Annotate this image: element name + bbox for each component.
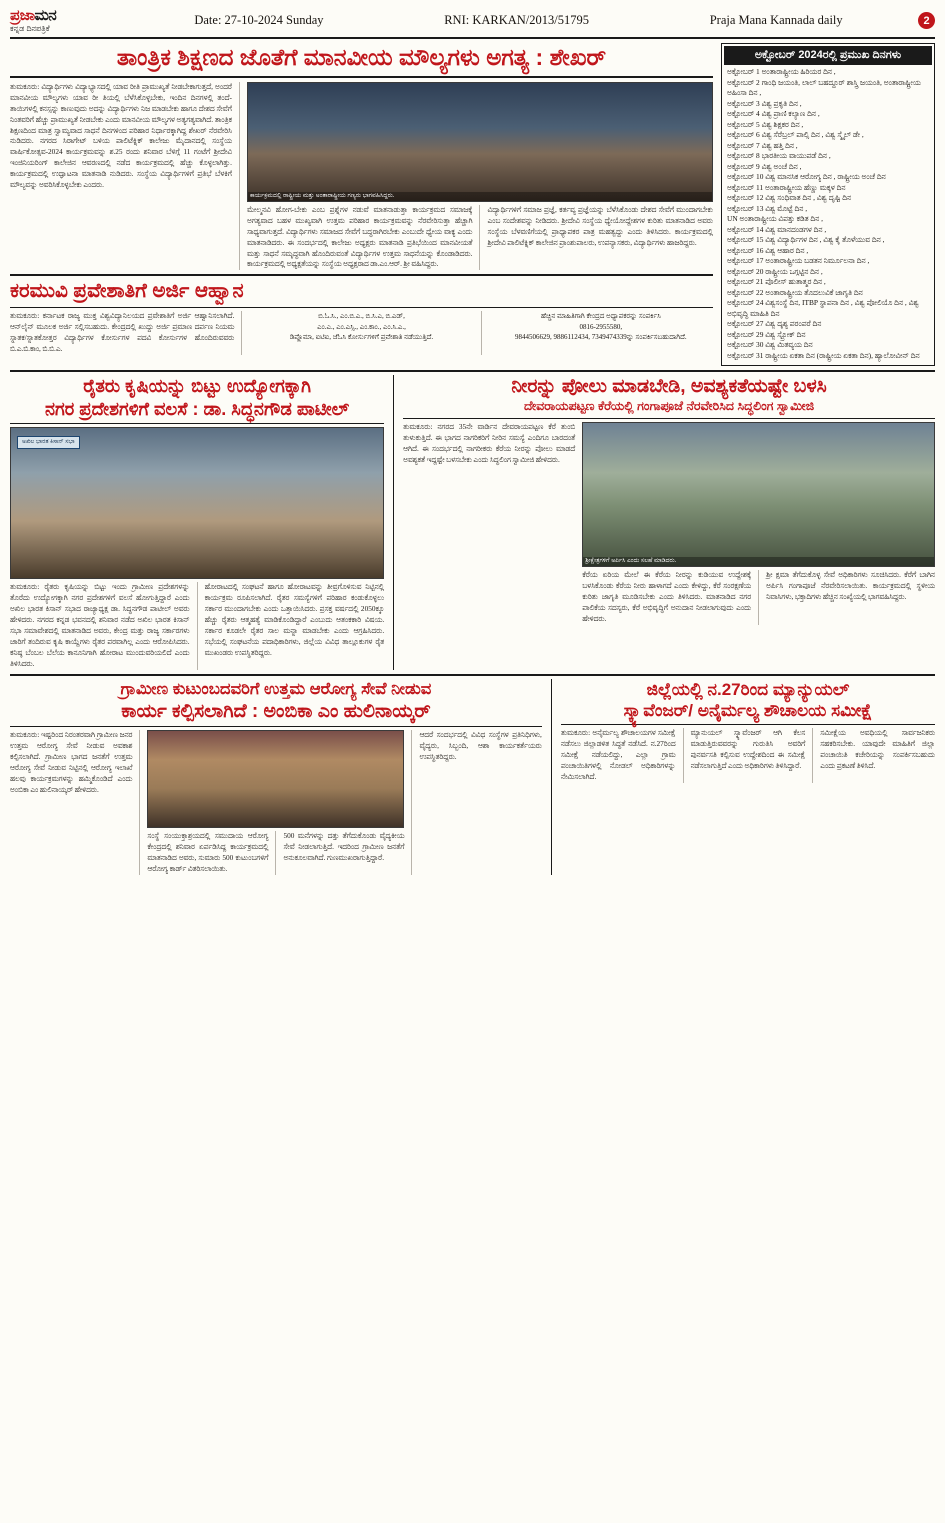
lead-col-2 — [247, 82, 713, 271]
list-item: ಅಕ್ಟೋಬರ್ 31 ರಾಷ್ಟ್ರೀಯ ಏಕತಾ ದಿನ (ರಾಷ್ಟ್ರೀಯ ಏಕತಾ ದಿನ), ಹ್ಯಾಲೋವೀನ್ ದಿನ — [727, 350, 920, 360]
list-item: ಅಕ್ಟೋಬರ್ 22 ಅಂತಾರಾಷ್ಟ್ರೀಯ ತೊದಲುವಿಕೆ ಜಾಗೃತಿ ದಿನ — [727, 287, 863, 297]
important-days-list — [724, 65, 932, 363]
logo-text-red: ಪ್ರಜಾ — [10, 7, 35, 24]
list-item: ಅಕ್ಟೋಬರ್ 5 ವಿಶ್ವ ಶಿಕ್ಷಕರ ದಿನ , — [727, 119, 804, 129]
health-col-1-text: ತುಮಕೂರು: ಇಷ್ಟರಿಂದ ನಿರಂತರವಾಗಿ ಗ್ರಾಮೀಣ ಜನರ ಉತ್ತಮ ಆರೋಗ್ಯ ಸೇವೆ ನೀಡುವ ಅವಕಾಶ ಕಲ್ಪಿಸಲಾಗಿದೆ. ಗ್ರಾಮೀಣ ಭಾಗದ ಜನತೆಗೆ ಉತ್ತಮ ಆರೋಗ್ಯ ಸೇವೆ ನೀಡುವ ನಿಟ್ಟಿನಲ್ಲಿ ಆರೋಗ್ಯ ಇಲಾಖೆ ಹಲವು ಕಾರ್ಯಕ್ರಮಗಳನ್ನು ಹಮ್ಮಿಕೊಂಡಿದೆ ಎಂದು ಅಂಬಿಕಾ ಎಂ ಹುಲಿನಾಯ್ಕರ್ ಹೇಳಿದರು. — [10, 730, 133, 794]
survey-article — [561, 679, 935, 875]
farmers-columns — [10, 582, 384, 670]
issue-date: Date: 27-10-2024 Sunday — [194, 13, 324, 27]
logo-subtitle: ಕನ್ನಡ ದಿನಪತ್ರಿಕೆ — [10, 24, 50, 33]
survey-columns — [561, 728, 935, 783]
farmers-col-2-text: ಹೋರಾಟದಲ್ಲಿ ಸಂಘಟನೆ ಹಾಗೂ ಹೋರಾಟವನ್ನು ತೀವ್ರಗೊಳಿಸುವ ನಿಟ್ಟಿನಲ್ಲಿ ಕಾರ್ಯಕ್ರಮ ರೂಪಿಸಲಾಗಿದೆ. ರೈತರ ಸಮಸ್ಯೆಗಳಿಗೆ ಪರಿಹಾರ ಕಂಡುಕೊಳ್ಳಲು ಸರ್ಕಾರ ಮುಂದಾಗಬೇಕು ಎಂದು ಒತ್ತಾಯಿಸಿದರು. ಪ್ರಸಕ್ತ ವರ್ಷದಲ್ಲಿ 2050ಕ್ಕೂ ಹೆಚ್ಚು ರೈತರು ಆತ್ಮಹತ್ಯೆ ಮಾಡಿಕೊಂಡಿದ್ದಾರೆ ಎಂಬುದು ಆತಂಕಕಾರಿ ವಿಷಯ. ಸರ್ಕಾರ ಕೂಡಲೇ ರೈತರ ಸಾಲ ಮನ್ನಾ ಮಾಡಬೇಕು ಎಂದು ಆಗ್ರಹಿಸಿದರು. ಸಭೆಯಲ್ಲಿ ಸಂಘಟನೆಯ ಪದಾಧಿಕಾರಿಗಳು, ಜಿಲ್ಲೆಯ ವಿವಿಧ ತಾಲ್ಲೂಕುಗಳ ರೈತ ಮುಖಂಡರು ಉಪಸ್ಥಿತರಿದ್ದರು. — [204, 582, 385, 658]
health-headline-line2: ಕಾರ್ಯ ಕಲ್ಪಿಸಲಾಗಿದೆ : ಅಂಬಿಕಾ ಎಂ ಹುಲಿನಾಯ್ಕರ್ — [10, 700, 542, 728]
admission-contact-head: ಹೆಚ್ಚಿನ ಮಾಹಿತಿಗಾಗಿ ಕೇಂದ್ರದ ಅಧ್ಯಾಪಕರನ್ನು ಸಂಪರ್ಕಿಸಿ — [540, 312, 661, 321]
column-divider — [479, 205, 480, 271]
health-photo — [147, 730, 404, 828]
lead-col-3-text: ವಿದ್ಯಾರ್ಥಿಗಳಿಗೆ ಸಮಾಜ ಪ್ರಜ್ಞೆ, ಕರ್ತವ್ಯ ಪ್ರಜ್ಞೆಯನ್ನು ಬೆಳೆಸಿಕೊಂಡು ದೇಶದ ಸೇವೆಗೆ ಮುಂದಾಗಬೇಕು ಎಂಬ ಸಂದೇಶವನ್ನು ನೀಡಿದರು. ಶ್ರೀದೇವಿ ಸಂಸ್ಥೆಯ ಧ್ಯೇಯೋದ್ದೇಶಗಳ ಕುರಿತು ಮಾತನಾಡಿದ ಅವರು ಸಂಸ್ಥೆಯ ಬೆಳವಣಿಗೆಯಲ್ಲಿ ಪ್ರಾಧ್ಯಾಪಕರ ಪಾತ್ರ ಮಹತ್ವದ್ದು ಎಂದು ತಿಳಿಸಿದರು. ಕಾರ್ಯಕ್ರಮದಲ್ಲಿ ಶ್ರೀದೇವಿ ಪಾಲಿಟೆಕ್ನಿಕ್ ಕಾಲೇಜಿನ ಪ್ರಾಂಶುಪಾಲರು, ಉಪನ್ಯಾಸಕರು, ವಿದ್ಯಾರ್ಥಿಗಳು ಹಾಜರಿದ್ದರು. — [487, 204, 713, 247]
list-item: ಅಕ್ಟೋಬರ್ 4 ವಿಶ್ವ ಪ್ರಾಣಿ ಕಲ್ಯಾಣ ದಿನ , — [727, 109, 820, 119]
admission-contact-line3: ಡಿಪ್ಲೊಮಾ, ಐಟಿಐ, ಜೆಓಸಿ ಕೋರ್ಸುಗಳಿಗೆ ಪ್ರವೇಶಾತಿ ನಡೆಯುತ್ತಿದೆ. — [289, 332, 434, 341]
list-item: ಅಕ್ಟೋಬರ್ 1 ಅಂತಾರಾಷ್ಟ್ರೀಯ ಹಿರಿಯರ ದಿನ , — [727, 67, 836, 76]
survey-col-2-text: ಮ್ಯಾನುಯಲ್ ಸ್ಕ್ಯಾವೆಂಜರ್ ಆಗಿ ಕೆಲಸ ಮಾಡುತ್ತಿರುವವರನ್ನು ಗುರುತಿಸಿ ಅವರಿಗೆ ಪುನರ್ವಸತಿ ಕಲ್ಪಿಸುವ ಉದ್ದೇಶದಿಂದ ಈ ಸಮೀಕ್ಷೆ ನಡೆಸಲಾಗುತ್ತಿದೆ ಎಂದು ಅಧಿಕಾರಿಗಳು ತಿಳಿಸಿದ್ದಾರೆ. — [690, 728, 806, 771]
column-divider — [812, 728, 813, 783]
important-days-title: ಅಕ್ಟೋಬರ್ 2024ರಲ್ಲಿ ಪ್ರಮುಖ ದಿನಗಳು — [724, 46, 932, 65]
vertical-divider — [393, 375, 394, 670]
survey-col-3-text: ಸಮೀಕ್ಷೆಯ ಅವಧಿಯಲ್ಲಿ ಸಾರ್ವಜನಿಕರು ಸಹಕರಿಸಬೇಕು. ಯಾವುದೇ ಮಾಹಿತಿಗೆ ಜಿಲ್ಲಾ ಪಂಚಾಯಿತಿ ಕಚೇರಿಯನ್ನು ಸಂಪರ್ಕಿಸಬಹುದು ಎಂದು ಪ್ರಕಟಣೆ ತಿಳಿಸಿದೆ. — [820, 728, 936, 771]
admission-contact-line1: ಬಿ.ಓ.ಸಿ., ಎಂ.ಬಿ.ಎ., ಬಿ.ಸಿ.ಎ, ಬಿ.ಎಡ್, — [318, 312, 405, 321]
lead-col-1-text: ತುಮಕೂರು: ವಿದ್ಯಾರ್ಥಿಗಳು ವಿದ್ಯಾಭ್ಯಾಸದಲ್ಲಿ ಯಾವ ರೀತಿ ಪ್ರಾಮುಖ್ಯತೆ ನೀಡಬೇಕಾಗುತ್ತದೆ, ಅಂದರೆ ಮಾನವೀಯ ಮೌಲ್ಯಗಳು ಯಾವ ರೀ ತಿಯಲ್ಲಿ ಬೆಳೆಸಿಕೊಳ್ಳಬೇಕು, ಇಂದಿನ ದಿನಗಳಲ್ಲಿ ತಂದೆ- ತಾಯಿಗಳಲ್ಲಿ ಕನಸ್ಸನ್ನು ಕಾಣುವುದು ಅದನ್ನು ವಿದ್ಯಾರ್ಥಿಗಳು ನಿಜ ಮಾಡಬೇಕು ಹಾಗೂ ದೇಶದ ಸೇವೆಗೆ ನಿಂತವರಿಗೆ ಹೆಚ್ಚು ಪ್ರಾಮುಖ್ಯತೆ ನೀಡಬೇಕು ಎಂದು ಮಾನವೀಯ ಮೌಲ್ಯಗಳ ಅತ್ಯಗತ್ಯವಾಗಿದೆ. ತಾಂತ್ರಿಕ ಶಿಕ್ಷಣದಿಂದ ಮಾತ್ರ ಸ್ವಾಮ್ಯವಾದ ಸಾಧನೆ ದಿನಗಳಿಂದ ಪರಿಹಾರ ನಿರ್ಧಾರಕ್ಕಾಗಿದ್ದ ಶೇಖರ್ ನೆರವೇರಿಸಿ ನುಡಿದರು. ನಗರದ ಸಿರಾಗೇಟ್ ಬಳಿಯ ಪಾಲಿಟೆಕ್ನಿಕ್ ಕಾಲೇಜು ಮೈದಾನದಲ್ಲಿ ಸಂಸ್ಥೆಯ ವಾರ್ಷಿಕೋತ್ಸವ-2024 ಕಾರ್ಯಕ್ರಮವನ್ನು ಶ.25 ರಂದು ಶನಿವಾರ ಬೆಳಿಗ್ಗೆ 11 ಗಂಟೆಗೆ ಶ್ರೀದೇವಿ ಇಂಜಿನಿಯರಿಂಗ್ ಕಾಲೇಜಿನ ಆವರಣದಲ್ಲಿ ನಡೆದ ಕಾರ್ಯಕ್ರಮದಲ್ಲಿ ಹೆಚ್ಚು ಕೊಳ್ಳಲಾಗಿತ್ತು. ಕಾರ್ಯಕ್ರಮದಲ್ಲಿ ಉದ್ಘಾಟನಾ ಮಾತನಾಡಿ ನುಡಿದರು. ಸಂಸ್ಥೆಯ ವಿದ್ಯಾರ್ಥಿಗಳಿಗೆ ಪ್ರತಿಭೆ ಬೆಳಕಿಗೆ ಮೌಲ್ಯವನ್ನು ಅವರಿಸಿಕೊಳ್ಳಬೇಕು ಎಂದರು. — [10, 81, 232, 190]
farmers-headline-line2: ನಗರ ಪ್ರದೇಶಗಳಿಗೆ ವಲಸೆ : ಡಾ. ಸಿದ್ಧನಗೌಡ ಪಾಟೀಲ್ — [10, 398, 384, 425]
list-item: ಅಕ್ಟೋಬರ್ 17 ಅಂತಾರಾಷ್ಟ್ರೀಯ ಬಡತನ ನಿರ್ಮೂಲನಾ ದಿನ , — [727, 256, 870, 266]
lead-headline: ತಾಂತ್ರಿಕ ಶಿಕ್ಷಣದ ಜೊತೆಗೆ ಮಾನವೀಯ ಮೌಲ್ಯಗಳು ಅಗತ್ಯ : ಶೇಖರ್ — [10, 43, 713, 78]
water-headline-line1: ನೀರನ್ನು ಪೋಲು ಮಾಡಬೇಡಿ, ಅವಶ್ಯಕತೆಯಷ್ಟೇ ಬಳಸಿ — [511, 376, 827, 398]
water-headline-line2: ದೇವರಾಯಪಟ್ಟಣ ಕೆರೆಯಲ್ಲಿ ಗಂಗಾಪೂಜೆ ನೆರವೇರಿಸಿದ ಸಿದ್ಧಲಿಂಗ ಸ್ವಾಮೀಜಿ — [403, 399, 935, 419]
column-divider — [241, 311, 242, 355]
admission-phones: 9844506629, 9886112434, 7349474339ನ್ನು ಸಂಪರ್ಕಿಸಬಹುದಾಗಿದೆ. — [514, 332, 687, 341]
admission-phone-landline: 0816-2955580, — [579, 322, 623, 331]
vertical-divider — [551, 679, 552, 875]
health-col-4-text: ಆದರೆ ಸಂದರ್ಭದಲ್ಲಿ ವಿವಿಧ ಸಂಸ್ಥೆಗಳ ಪ್ರತಿನಿಧಿಗಳು, ವೈದ್ಯರು, ಸಿಬ್ಬಂದಿ, ಆಶಾ ಕಾರ್ಯಕರ್ತೆಯರು ಉಪಸ್ಥಿತರಿದ್ದರು. — [419, 730, 542, 762]
list-item: ಅಕ್ಟೋಬರ್ 8 ಭಾರತೀಯ ವಾಯುಪಡೆ ದಿನ , — [727, 151, 831, 161]
rni-number: RNI: KARKAN/2013/51795 — [444, 13, 589, 27]
farmers-photo-banner: ಅಖಿಲ ಭಾರತ ಕಿಸಾನ್ ಸಭಾ — [17, 436, 80, 449]
column-divider — [411, 730, 412, 875]
section-divider — [10, 274, 713, 276]
survey-col-1-text: ತುಮಕೂರು: ಅನೈರ್ಮಲ್ಯ ಶೌಚಾಲಯಗಳ ಸಮೀಕ್ಷೆ ನಡೆಸಲು ಜಿಲ್ಲಾಡಳಿತ ಸಿದ್ಧತೆ ನಡೆಸಿದೆ. ನ.27ರಿಂದ ಸಮೀಕ್ಷೆ ನಡೆಯಲಿದ್ದು, ಎಲ್ಲಾ ಗ್ರಾಮ ಪಂಚಾಯಿತಿಗಳಲ್ಲಿ ನೋಡಲ್ ಅಧಿಕಾರಿಗಳನ್ನು ನೇಮಿಸಲಾಗಿದೆ. — [560, 728, 676, 782]
column-divider — [197, 582, 198, 670]
list-item: ಅಕ್ಟೋಬರ್ 9 ವಿಶ್ವ ಅಂಚೆ ದಿನ , — [727, 161, 802, 171]
health-col-3-text: 500 ಮನೆಗಳನ್ನು ದತ್ತು ತೆಗೆದುಕೊಂಡು ವೈದ್ಯಕೀಯ ಸೇವೆ ನೀಡಲಾಗುತ್ತಿದೆ. ಇದರಿಂದ ಗ್ರಾಮೀಣ ಜನತೆಗೆ ಅನುಕೂಲವಾಗಿದೆ. ಗುಣಮುಖರಾಗುತ್ತಿದ್ದಾರೆ. — [283, 831, 405, 863]
masthead — [10, 8, 935, 39]
list-item: ಅಕ್ಟೋಬರ್ 11 ಅಂತಾರಾಷ್ಟ್ರೀಯ ಹೆಣ್ಣು ಮಕ್ಕಳ ದಿನ — [727, 182, 846, 192]
lead-photo-caption: ಕಾರ್ಯಕ್ರಮದಲ್ಲಿ ರಾಷ್ಟ್ರೀಯ ಮತ್ತು ಅಂತಾರಾಷ್ಟ್ರೀಯ ಗಣ್ಯರು ಭಾಗವಹಿಸಿದ್ದರು. — [248, 192, 712, 201]
column-divider — [758, 570, 759, 625]
admission-headline: ಕರಮುವಿ ಪ್ರವೇಶಾತಿಗೆ ಅರ್ಜಿ ಆಹ್ವಾನ — [10, 279, 713, 308]
lead-columns — [10, 82, 713, 271]
column-divider — [139, 730, 140, 875]
important-days-box — [721, 43, 935, 366]
list-item: ಅಕ್ಟೋಬರ್ 27 ವಿಶ್ವ ದೃಶ್ಯ ಪರಂಪರೆ ದಿನ — [727, 319, 822, 329]
water-article — [403, 375, 935, 670]
column-divider — [275, 831, 276, 875]
list-item: ಅಕ್ಟೋಬರ್ 15 ವಿಶ್ವ ವಿದ್ಯಾರ್ಥಿಗಳ ದಿನ , ವಿಶ್ವ ಕೈ ತೊಳೆಯುವ ದಿನ , — [727, 235, 885, 245]
survey-headline-line2: ಸ್ಕ್ಯಾವೆಂಜರ್/ ಅನೈರ್ಮಲ್ಯ ಶೌಚಾಲಯ ಸಮೀಕ್ಷೆ — [561, 700, 935, 725]
farmers-headline-line1: ರೈತರು ಕೃಷಿಯನ್ನು ಬಿಟ್ಟು ಉದ್ಯೋಗಕ್ಕಾಗಿ — [83, 376, 311, 397]
lead-col-2-text: ಮೇಲ್ಮನವಿ ಹೋಗ-ಬೇಕು ಎಂಬ ಪ್ರಶ್ನೆಗಳ ನಡುವೆ ಮಾತನಾಡುತ್ತಾ ಕಾರ್ಯಕ್ರಮದ ಸಮಾಜಕ್ಕೆ ಅಗತ್ಯವಾದ ಬಹಳ ಮುಖ್ಯವಾಗಿ ಉತ್ತಮ ಪರಿಹಾರ ಕಾರ್ಯಕ್ರಮವನ್ನು ನೆರವೇರಿಸುತ್ತಾ ಹೆಚ್ಚಾಗಿ ಸಾಧ್ಯವಾಗುತ್ತದೆ. ವಿದ್ಯಾರ್ಥಿಗಳು ಸಮಾಜದ ಸೇವೆಗೆ ಬದ್ಧರಾಗಿರಬೇಕು ಎಂಬುದೇ ಧ್ಯೇಯ ವಾಕ್ಯ ಎಂದು ಮಾತನಾಡಿದರು. ಈ ಸಂದರ್ಭದಲ್ಲಿ ಕಾಲೇಜು ಅಧ್ಯಕ್ಷರು ಮಾತನಾಡಿ ಪ್ರತಿಭೆಯಿಂದ ಮಾನವೀಯತೆ ಮತ್ತು ಸಾಧನೆ ಸಮೃದ್ಧವಾಗಿ ಹೊಂದಿರುವಂತೆ ವಿದ್ಯಾರ್ಥಿಗಳ ಉತ್ತಮ ಸಾಧನೆಯನ್ನು ಕೊಂಡಾಡಿದರು. ಕಾರ್ಯಕ್ರಮದಲ್ಲಿ ಅಧ್ಯಕ್ಷತೆಯನ್ನು ಸಂಸ್ಥೆಯ ಅಧ್ಯಕ್ಷರಾದ ಡಾ.ಎಂ.ಆರ್. ಶ್ರೀ ವಹಿಸಿದ್ದರು. — [246, 204, 473, 269]
water-col-1-text: ತುಮಕೂರು: ನಗರದ 35ನೇ ವಾರ್ಡಿನ ದೇವರಾಯಪಟ್ಟಣ ಕೆರೆ ತುಂಬಿ ತುಳುಕುತ್ತಿದೆ. ಈ ಭಾಗದ ನಾಗರಿಕರಿಗೆ ನೀರಿನ ಸಮಸ್ಯೆ ಎಂದಿಗೂ ಬಾರದಂತೆ ಆಗಿದೆ. ಈ ಸಂದರ್ಭದಲ್ಲಿ ನಾಗರೀಕರು ಕೆರೆಯ ನೀರನ್ನು ಪೋಲು ಮಾಡದೆ ಅವಶ್ಯಕತೆ ಇದ್ದಷ್ಟೇ ಬಳಸಬೇಕು ಎಂದು ಸಿದ್ಧಲಿಂಗ ಸ್ವಾಮೀಜಿ ಹೇಳಿದರು. — [403, 421, 576, 464]
top-section — [10, 43, 935, 366]
list-item: ಅಕ್ಟೋಬರ್ 20 ರಾಷ್ಟ್ರೀಯ ಒಗ್ಗಟ್ಟಿನ ದಿನ , — [727, 266, 823, 276]
column-divider — [683, 728, 684, 783]
column-divider — [481, 311, 482, 355]
lead-article — [10, 43, 713, 366]
bottom-section — [10, 679, 935, 875]
list-item: ಅಕ್ಟೋಬರ್ 16 ವಿಶ್ವ ಆಹಾರ ದಿನ , — [727, 245, 809, 255]
logo-text-black: ಮನ — [34, 7, 57, 24]
list-item: ಅಕ್ಟೋಬರ್ 13 ವಿಶ್ವ ಮೊಟ್ಟೆ ದಿನ , — [727, 203, 808, 213]
page-number-badge: 2 — [918, 12, 935, 29]
admission-columns — [10, 311, 713, 355]
masthead-info — [128, 13, 909, 28]
middle-section — [10, 375, 935, 670]
admission-text: ತುಮಕೂರು: ಕರ್ನಾಟಕ ರಾಜ್ಯ ಮುಕ್ತ ವಿಶ್ವವಿದ್ಯಾನಿಲಯದ ಪ್ರವೇಶಾತಿಗೆ ಅರ್ಜಿ ಆಹ್ವಾನಿಸಲಾಗಿದೆ. ಆನ್‌ಲೈನ್ ಮೂಲಕ ಅರ್ಜಿ ಸಲ್ಲಿಸಬಹುದು. ಕೇಂದ್ರದಲ್ಲಿ ಖುದ್ದು ಅರ್ಜಿ ಪ್ರಮಾಣ ದರ್ಪಣ ನಿಯಮ ಸ್ನಾತಕ/ಸ್ನಾತಕೋತ್ತರ ವಿದ್ಯಾರ್ಥಿಗಳ ಕೋರ್ಸುಗಳ ಪದವಿ ಕೋರ್ಸುಗಳ ಹೊಂದಿರುವವರು ಬಿ.ಎ.ಬಿ.ಕಾಂ, ಬಿ.ಬಿ.ಎ. — [10, 311, 235, 354]
farmers-photo — [10, 427, 384, 579]
list-item: ಅಕ್ಟೋಬರ್ 24 ವಿಶ್ವಸಂಸ್ಥೆ ದಿನ, ITBP ಸ್ಥಾಪನಾ ದಿನ , ವಿಶ್ವ ಪೋಲಿಯೊ ದಿನ , ವಿಶ್ವ ಅಭಿವೃದ್ಧಿ ಮಾಹಿತಿ ದಿನ — [727, 298, 919, 318]
farmers-col-1-text: ತುಮಕೂರು: ರೈತರು ಕೃಷಿಯನ್ನು ಬಿಟ್ಟು ಇಂದು ಗ್ರಾಮೀಣ ಪ್ರದೇಶಗಳನ್ನು ತೊರೆದು ಉದ್ಯೋಗಕ್ಕಾಗಿ ನಗರ ಪ್ರದೇಶಗಳಿಗೆ ವಲಸೆ ಹೋಗುತ್ತಿದ್ದಾರೆ ಎಂದು ಅಖಿಲ ಭಾರತ ಕಿಸಾನ್ ಸಭಾದ ರಾಜ್ಯಾಧ್ಯಕ್ಷ ಡಾ. ಸಿದ್ಧನಗೌಡ ಪಾಟೀಲ್ ಅವರು ಹೇಳಿದರು. ನಗರದ ಕನ್ನಡ ಭವನದಲ್ಲಿ ಶನಿವಾರ ನಡೆದ ಅಖಿಲ ಭಾರತ ಕಿಸಾನ್ ಸಭಾ ಸಮಾವೇಶದಲ್ಲಿ ಮಾತನಾಡಿದ ಅವರು, ಕೇಂದ್ರ ಮತ್ತು ರಾಜ್ಯ ಸರ್ಕಾರಗಳು ಜಾರಿಗೆ ತಂದಿರುವ ಕೃಷಿ ಕಾಯ್ದೆಗಳು ರೈತರ ಪರವಾಗಿಲ್ಲ ಎಂದು ಆರೋಪಿಸಿದರು. ಕನಿಷ್ಠ ಬೆಂಬಲ ಬೆಲೆಯ ಕಾನೂನಿಗಾಗಿ ಹೋರಾಟ ಮುಂದುವರಿಯಲಿದೆ ಎಂದು ತಿಳಿಸಿದರು. — [10, 582, 190, 668]
admission-contact-line2: ಎಂ.ಎ., ಎಂ.ಎಸ್ಸಿ., ಎಂ.ಕಾಂ., ಎಂ.ಸಿ.ಎ., — [317, 322, 406, 331]
section-divider — [10, 370, 935, 372]
health-article — [10, 679, 542, 875]
publication-logo — [10, 8, 128, 33]
water-photo-caption: ಶ್ರೀಕ್ಷೇತ್ರಗಳಿಗೆ ಅರ್ಪಿಸಿ ಎಂದು ಸಲಹೆ ಮಾಡಿದರು. — [583, 557, 934, 566]
list-item: ಅಕ್ಟೋಬರ್ 14 ವಿಶ್ವ ಮಾನದಂಡಗಳ ದಿನ , — [727, 224, 827, 234]
list-item: ಅಕ್ಟೋಬರ್ 10 ವಿಶ್ವ ಮಾನಸಿಕ ಆರೋಗ್ಯ ದಿನ , ರಾಷ್ಟ್ರೀಯ ಅಂಚೆ ದಿನ — [727, 172, 886, 182]
survey-headline-line1: ಜಿಲ್ಲೆಯಲ್ಲಿ ನ.27ರಿಂದ ಮ್ಯಾನ್ಯುಯಲ್ — [646, 679, 850, 699]
list-item: ಅಕ್ಟೋಬರ್ 29 ವಿಶ್ವ ಸ್ಟ್ರೋಕ್ ದಿನ — [727, 329, 806, 339]
list-item: ಅಕ್ಟೋಬರ್ 7 ವಿಶ್ವ ಹತ್ತಿ ದಿನ , — [727, 140, 798, 150]
list-item: ಅಕ್ಟೋಬರ್ 3 ವಿಶ್ವ ಪ್ರಕೃತಿ ದಿನ , — [727, 98, 802, 108]
paper-name: Praja Mana Kannada daily — [709, 13, 843, 27]
list-item: UN ಅಂತಾರಾಷ್ಟ್ರೀಯ ವಿಪತ್ತು ಕಡಿತ ದಿನ , — [727, 214, 823, 224]
water-col-2-text: ಕೆರೆಯ ಏರಿಯ ಮೇಲೆ ಈ ಕೆರೆಯ ನೀರನ್ನು ಕುಡಿಯುವ ಉದ್ದೇಶಕ್ಕೆ ಬಳಸಿಕೊಂಡು ಕೆರೆಯ ನೀರು ಹಾಳಾಗದೆ ಎಂದು ಕೇಳಿದ್ದು, ಕೆರೆ ಸಂರಕ್ಷಣೆಯ ಕುರಿತು ಜಾಗೃತಿ ಮೂಡಿಸಬೇಕು ಎಂದು ತಿಳಿಸಿದರು. ಮಾತನಾಡಿದ ನಗರ ಪಾಲಿಕೆಯ ಸದಸ್ಯರು, ಕೆರೆ ಅಭಿವೃದ್ಧಿಗೆ ಅನುದಾನ ನೀಡಲಾಗುವುದು ಎಂದು ಹೇಳಿದರು. — [582, 569, 752, 623]
farmers-article — [10, 375, 384, 670]
masthead-page-area — [909, 12, 935, 29]
health-headline-line1: ಗ್ರಾಮೀಣ ಕುಟುಂಬದವರಿಗೆ ಉತ್ತಮ ಆರೋಗ್ಯ ಸೇವೆ ನೀಡುವ — [120, 679, 432, 698]
water-col-3-text: ಶ್ರೀ ಕ್ಷಮಾ ತೆಗೆದುಕೊಳ್ಳ ಸೇವೆ ಅಧಿಕಾರಿಗಳು ಸೂಚಿಸಿದರು. ಕೆರೆಗೆ ಬಾಗಿನ ಅರ್ಪಿಸಿ ಗಂಗಾಪೂಜೆ ನೆರವೇರಿಸಲಾಯಿತು. ಕಾರ್ಯಕ್ರಮದಲ್ಲಿ ಸ್ಥಳೀಯ ನಿವಾಸಿಗಳು, ಭಕ್ತಾದಿಗಳು ಹೆಚ್ಚಿನ ಸಂಖ್ಯೆಯಲ್ಲಿ ಭಾಗವಹಿಸಿದ್ದರು. — [766, 569, 935, 601]
list-item: ಅಕ್ಟೋಬರ್ 30 ವಿಶ್ವ ಮಿತವ್ಯಯ ದಿನ — [727, 340, 813, 350]
section-divider — [10, 674, 935, 676]
list-item: ಅಕ್ಟೋಬರ್ 21 ಪೊಲೀಸ್ ಹುತಾತ್ಮರ ದಿನ , — [727, 277, 826, 287]
water-photo — [582, 422, 935, 567]
column-divider — [239, 82, 240, 271]
list-item: ಅಕ್ಟೋಬರ್ 2 ಗಾಂಧಿ ಜಯಂತಿ, ಲಾಲ್ ಬಹದ್ದೂರ್ ಶಾಸ್ತ್ರಿ ಜಯಂತಿ, ಅಂತಾರಾಷ್ಟ್ರೀಯ ಅಹಿಂಸಾ ದಿನ , — [727, 77, 921, 98]
list-item: ಅಕ್ಟೋಬರ್ 6 ವಿಶ್ವ ಸೆರೆಬ್ರಲ್ ಪಾಲ್ಸಿ ದಿನ , ವಿಶ್ವ ಸ್ಮೈಲ್ ಡೇ , — [727, 130, 864, 140]
health-col-2-text: ಸಂಸ್ಥೆ ಸಂಯುಕ್ತಾಶ್ರಯದಲ್ಲಿ ಸಮುದಾಯ ಆರೋಗ್ಯ ಕೇಂದ್ರದಲ್ಲಿ ಶನಿವಾರ ಏರ್ಪಡಿಸಿದ್ದ ಕಾರ್ಯಕ್ರಮದಲ್ಲಿ ಮಾತನಾಡಿದ ಅವರು, ಸುಮಾರು 500 ಕುಟುಂಬಗಳಿಗೆ ಆರೋಗ್ಯ ಕಾರ್ಡ್ ವಿತರಿಸಲಾಯಿತು. — [147, 831, 269, 874]
list-item: ಅಕ್ಟೋಬರ್ 12 ವಿಶ್ವ ಸಂಧಿವಾತ ದಿನ , ವಿಶ್ವ ದೃಷ್ಟಿ ದಿನ — [727, 193, 852, 203]
lead-photo — [247, 82, 713, 202]
lead-col-1 — [10, 82, 232, 271]
